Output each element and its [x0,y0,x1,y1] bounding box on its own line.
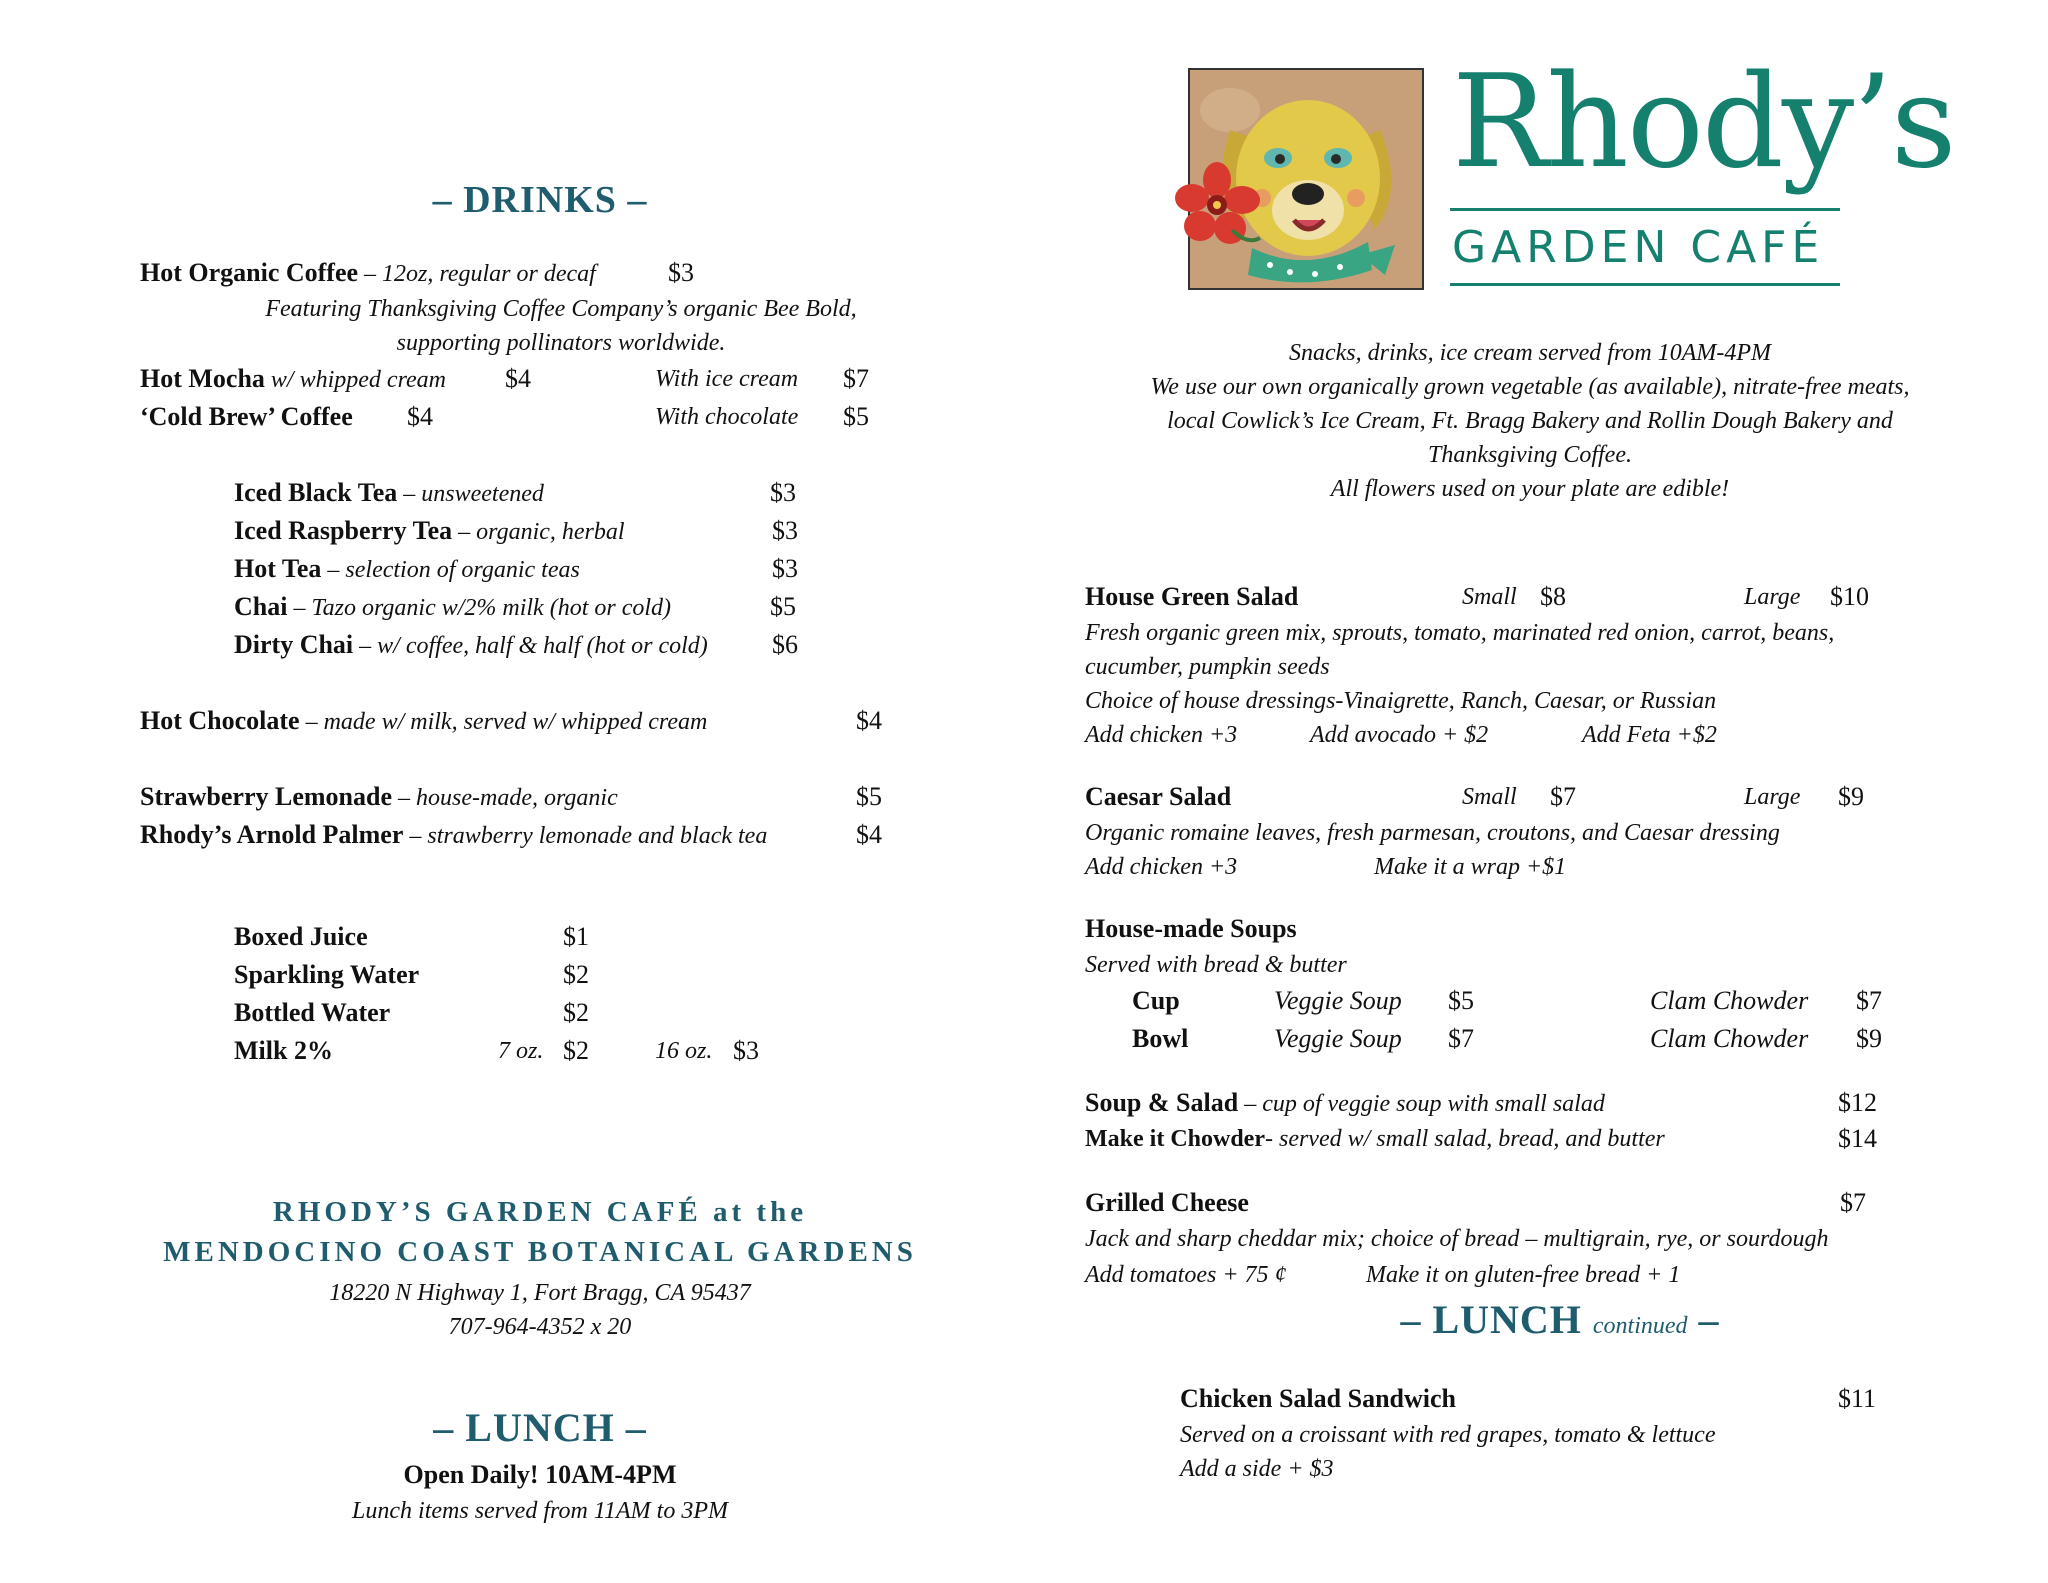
menu-item-hot-organic-coffee [140,258,596,288]
cafe-name-line: RHODY’S GARDEN CAFÉ at the [272,1196,808,1228]
soup-size-cup: Cup [1132,986,1180,1015]
item-desc: Fresh organic green mix, sprouts, tomato, marinated red onion, carrot, beans, [1085,620,1835,646]
item-addon: Add avocado + $2 [1310,722,1489,748]
menu-item-soup-salad [1085,1088,1605,1118]
item-price: $6 [772,630,798,659]
item-desc: – cup of veggie soup with small salad [1238,1091,1605,1117]
item-size: 16 oz. [655,1038,713,1064]
menu-item-strawberry-lemonade [140,782,618,812]
item-price: $7 [1840,1188,1866,1217]
menu-item-arnold-palmer [140,820,767,850]
item-price: $2 [563,998,589,1027]
item-name: Hot Chocolate [140,706,300,735]
menu-item-chicken-salad-sandwich: Chicken Salad Sandwich [1180,1384,1456,1413]
menu-item-sparkling-water: Sparkling Water [234,960,420,989]
option-price: $7 [843,364,869,393]
item-price: $4 [407,402,433,431]
lunch-heading: – LUNCH – [433,1405,647,1450]
cafe-name-line: MENDOCINO COAST BOTANICAL GARDENS [163,1236,917,1268]
intro-line: Thanksgiving Coffee. [1428,442,1632,468]
item-price: $5 [856,782,882,811]
item-desc: Jack and sharp cheddar mix; choice of bread – multigrain, rye, or sourdough [1085,1226,1829,1252]
item-desc: – made w/ milk, served w/ whipped cream [299,709,708,735]
item-price: $3 [668,258,694,287]
logo-rule [1450,208,1840,211]
item-addon: Add Feta +$2 [1582,722,1717,748]
menu-item-boxed-juice: Boxed Juice [234,922,368,951]
item-addon: Add chicken +3 [1085,854,1238,880]
drinks-heading: – DRINKS – [432,179,648,221]
menu-item-iced-black-tea [234,478,544,508]
intro-line: All flowers used on your plate are edible! [1330,476,1730,502]
item-price: $9 [1838,782,1864,811]
item-size: 7 oz. [498,1038,544,1064]
soup-name: Clam Chowder [1650,1024,1809,1053]
size-label: Large [1744,784,1801,810]
item-addon: Make it a wrap +$1 [1374,854,1567,880]
item-addon: Add tomatoes + 75 ¢ [1085,1262,1287,1288]
item-option: With ice cream [655,366,799,392]
item-price: $2 [563,960,589,989]
item-price: $9 [1856,1024,1882,1053]
item-name: Hot Mocha [140,364,265,393]
item-price: $12 [1838,1088,1877,1117]
item-name: Iced Raspberry Tea [234,516,453,545]
item-price: $14 [1838,1124,1877,1153]
feature-line: Featuring Thanksgiving Coffee Company’s organic Bee Bold, [265,296,857,322]
item-desc: - served w/ small salad, bread, and butter [1264,1126,1665,1152]
soup-name: Clam Chowder [1650,986,1809,1015]
menu-item-hot-chocolate [140,706,707,736]
item-name: Strawberry Lemonade [140,782,393,811]
menu-item-dirty-chai [234,630,708,660]
item-price: $7 [1550,782,1576,811]
option-price: $5 [843,402,869,431]
soup-name: Veggie Soup [1274,1024,1402,1053]
item-name: Hot Tea [234,554,322,583]
item-price: $8 [1540,582,1566,611]
menu-item-chai [234,592,671,622]
item-option: With chocolate [655,404,799,430]
logo-subtitle: GARDEN CAFÉ [1452,222,1825,273]
menu-item-bottled-water: Bottled Water [234,998,391,1027]
lunch-continued-heading [1280,1296,1840,1343]
item-price: $3 [770,478,796,507]
item-name: Hot Organic Coffee [140,258,359,287]
flower-icon [1172,160,1262,250]
item-price: $11 [1838,1384,1877,1413]
heading-continued: continued [1592,1313,1688,1339]
logo-rule [1450,283,1840,286]
item-desc: Served with bread & butter [1085,952,1347,978]
item-desc: – Tazo organic w/2% milk (hot or cold) [287,595,672,621]
item-name: Iced Black Tea [234,478,398,507]
item-price: $3 [772,516,798,545]
item-name: Make it Chowder [1085,1126,1265,1152]
item-addon: Add a side + $3 [1180,1456,1334,1482]
heading-text: – [1687,1297,1720,1342]
cafe-address: 18220 N Highway 1, Fort Bragg, CA 95437 [329,1280,751,1306]
item-price: $3 [772,554,798,583]
menu-item-hot-tea [234,554,580,584]
item-addon: Add chicken +3 [1085,722,1238,748]
item-name: Dirty Chai [234,630,354,659]
item-desc: – organic, herbal [452,519,625,545]
item-price: $2 [563,1036,589,1065]
item-name: Chai [234,592,288,621]
item-desc: – unsweetened [397,481,544,507]
feature-line: supporting pollinators worldwide. [396,330,726,356]
item-desc: – selection of organic teas [321,557,580,583]
menu-item-milk: Milk 2% [234,1036,333,1065]
item-desc: – w/ coffee, half & half (hot or cold) [353,633,708,659]
item-name: Soup & Salad [1085,1088,1239,1117]
item-desc: – strawberry lemonade and black tea [403,823,768,849]
cafe-phone: 707-964-4352 x 20 [448,1314,632,1340]
item-price: $5 [770,592,796,621]
size-label: Small [1462,584,1517,610]
item-price: $10 [1830,582,1869,611]
item-price: $4 [856,706,882,735]
menu-item-house-green-salad: House Green Salad [1085,582,1299,611]
size-label: Small [1462,784,1517,810]
item-desc: cucumber, pumpkin seeds [1085,654,1330,680]
menu-item-caesar-salad: Caesar Salad [1085,782,1232,811]
item-price: $7 [1856,986,1882,1015]
item-price: $4 [856,820,882,849]
item-desc: – house-made, organic [392,785,618,811]
menu-item-soups: House-made Soups [1085,914,1297,943]
item-addon: Make it on gluten-free bread + 1 [1366,1262,1681,1288]
menu-item-grilled-cheese: Grilled Cheese [1085,1188,1249,1217]
logo-wordmark: Rhody’s [1452,48,1955,197]
size-label: Large [1744,584,1801,610]
intro-line: local Cowlick’s Ice Cream, Ft. Bragg Bakery and Rollin Dough Bakery and [1167,408,1893,434]
item-desc: Served on a croissant with red grapes, tomato & lettuce [1180,1422,1716,1448]
item-price: $7 [1448,1024,1474,1053]
intro-line: We use our own organically grown vegetable (as available), nitrate-free meats, [1150,374,1910,400]
item-price: $3 [733,1036,759,1065]
item-desc: Organic romaine leaves, fresh parmesan, croutons, and Caesar dressing [1085,820,1780,846]
menu-item-cold-brew: ‘Cold Brew’ Coffee [140,402,353,431]
item-name: Rhody’s Arnold Palmer [140,820,404,849]
soup-size-bowl: Bowl [1132,1024,1189,1053]
menu-item-iced-raspberry-tea [234,516,625,546]
open-hours: Open Daily! 10AM-4PM [403,1460,677,1489]
intro-line: Snacks, drinks, ice cream served from 10AM-4PM [1288,340,1772,366]
lunch-hours: Lunch items served from 11AM to 3PM [352,1498,728,1524]
menu-item-make-it-chowder [1085,1126,1665,1153]
menu-item-hot-mocha [140,364,446,394]
item-desc: Choice of house dressings-Vinaigrette, Ranch, Caesar, or Russian [1085,688,1717,714]
item-price: $1 [563,922,589,951]
soup-name: Veggie Soup [1274,986,1402,1015]
item-desc: w/ whipped cream [264,367,447,393]
item-desc: – 12oz, regular or decaf [358,261,596,287]
heading-text: – LUNCH [1400,1297,1593,1342]
item-price: $4 [505,364,531,393]
item-price: $5 [1448,986,1474,1015]
